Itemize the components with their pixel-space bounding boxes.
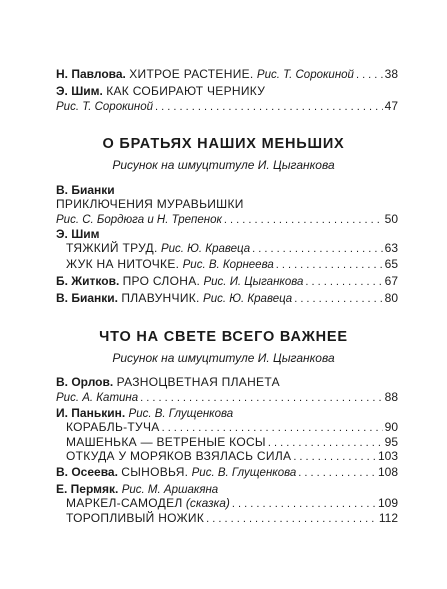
section-heading: О БРАТЬЯХ НАШИХ МЕНЬШИХ	[102, 136, 345, 152]
toc-entry	[66, 419, 398, 435]
entry-title: ПРО СЛОНА.	[122, 274, 201, 288]
entry-page-number: 103	[377, 449, 398, 463]
toc-entry	[56, 290, 398, 306]
entry-title: ПРИКЛЮЧЕНИЯ МУРАВЬИШКИ	[56, 197, 244, 211]
toc-entry	[56, 464, 398, 480]
entry-title: ЖУК НА НИТОЧКЕ.	[66, 257, 180, 271]
entry-page-number: 112	[378, 511, 398, 525]
entry-illustrator: Рис. В. Глущенкова	[128, 408, 234, 420]
toc-entry	[56, 273, 398, 289]
entry-page-number: 50	[384, 212, 398, 226]
entry-author: Б. Житков.	[56, 274, 120, 288]
entry-author: В. Бианки	[56, 183, 115, 197]
leader-dots	[356, 67, 383, 82]
entry-author: В. Бианки.	[56, 291, 118, 305]
entry-illustrator: Рис. Ю. Кравеца	[160, 243, 251, 255]
toc-entry-shim-title	[56, 83, 398, 99]
toc-entry-pavlova	[56, 66, 398, 82]
leader-dots	[162, 420, 383, 435]
entry-author: В. Осеева.	[56, 465, 118, 479]
section-subheading: Рисунок на шмуцтитуле И. Цыганкова	[112, 351, 335, 365]
leader-dots	[276, 257, 383, 272]
entry-title: СЫНОВЬЯ.	[121, 465, 189, 479]
entry-author: Е. Пермяк.	[56, 482, 119, 496]
toc-entry	[66, 448, 398, 464]
leader-dots	[252, 241, 383, 256]
entry-page-number: 109	[377, 496, 398, 510]
entry-illustrator: Рис. Ю. Кравеца	[203, 293, 293, 305]
entry-title: ТЯЖКИЙ ТРУД.	[66, 241, 158, 255]
entry-title: ХИТРОЕ РАСТЕНИЕ.	[129, 67, 254, 81]
entry-author: Э. Шим.	[56, 84, 103, 98]
entry-author: Э. Шим	[56, 227, 100, 241]
entry-illustrator: Рис. Т. Сорокиной	[56, 101, 154, 113]
leader-dots	[206, 511, 377, 526]
entry-title: РАЗНОЦВЕТНАЯ ПЛАНЕТА	[116, 375, 280, 389]
section-heading: ЧТО НА СВЕТЕ ВСЕГО ВАЖНЕЕ	[99, 329, 348, 345]
entry-illustrator: Рис. А. Катина	[56, 392, 139, 404]
entry-illustrator: Рис. В. Корнеева	[182, 259, 274, 271]
entry-illustrator: Рис. В. Глущенкова	[191, 467, 297, 479]
toc-entry	[66, 510, 398, 526]
toc-entry-shim-illus	[56, 98, 398, 114]
entry-illustrator: Рис. М. Аршакяна	[121, 484, 219, 496]
toc-entry	[56, 374, 398, 390]
leader-dots	[140, 390, 383, 405]
entry-page-number: 90	[384, 420, 398, 434]
toc-entry	[66, 495, 398, 511]
entry-illustrator: Рис. С. Бордюга и Н. Трепенок	[56, 214, 222, 226]
leader-dots	[294, 291, 382, 306]
section-subheading: Рисунок на шмуцтитуле И. Цыганкова	[112, 158, 335, 172]
entry-page-number: 108	[377, 465, 398, 479]
leader-dots	[224, 212, 383, 227]
entry-page-number: 95	[384, 435, 398, 449]
entry-author: В. Орлов.	[56, 375, 114, 389]
leader-dots	[293, 449, 376, 464]
entry-genre: (сказка)	[185, 496, 230, 510]
leader-dots	[298, 465, 376, 480]
entry-title: МАШЕНЬКА — ВЕТРЕНЫЕ КОСЫ	[66, 435, 266, 449]
entry-page-number: 80	[384, 291, 398, 305]
toc-entry	[66, 240, 398, 256]
toc-title-line	[56, 196, 398, 212]
leader-dots	[305, 274, 382, 289]
entry-title: КОРАБЛЬ-ТУЧА	[66, 420, 160, 434]
entry-page-number: 47	[384, 99, 398, 113]
entry-illustrator: Рис. Т. Сорокиной	[256, 69, 354, 81]
entry-page-number: 88	[384, 390, 398, 404]
entry-title: ОТКУДА У МОРЯКОВ ВЗЯЛАСЬ СИЛА	[66, 449, 292, 463]
entry-page-number: 67	[384, 274, 398, 288]
toc-entry	[56, 211, 398, 227]
toc-entry	[56, 389, 398, 405]
entry-illustrator: Рис. И. Цыганкова	[203, 276, 304, 288]
entry-page-number: 63	[384, 241, 398, 255]
entry-page-number: 38	[384, 67, 398, 81]
entry-page-number: 65	[384, 257, 398, 271]
leader-dots	[155, 99, 383, 114]
entry-title: ТОРОПЛИВЫЙ НОЖИК	[66, 511, 205, 525]
toc-entry	[66, 256, 398, 272]
leader-dots	[232, 496, 376, 511]
entry-author: Н. Павлова.	[56, 67, 126, 81]
entry-title: МАРКЕЛ-САМОДЕЛ	[66, 496, 183, 510]
entry-title: ПЛАВУНЧИК.	[121, 291, 200, 305]
entry-title: КАК СОБИРАЮТ ЧЕРНИКУ	[106, 84, 266, 98]
entry-author: И. Панькин.	[56, 406, 126, 420]
